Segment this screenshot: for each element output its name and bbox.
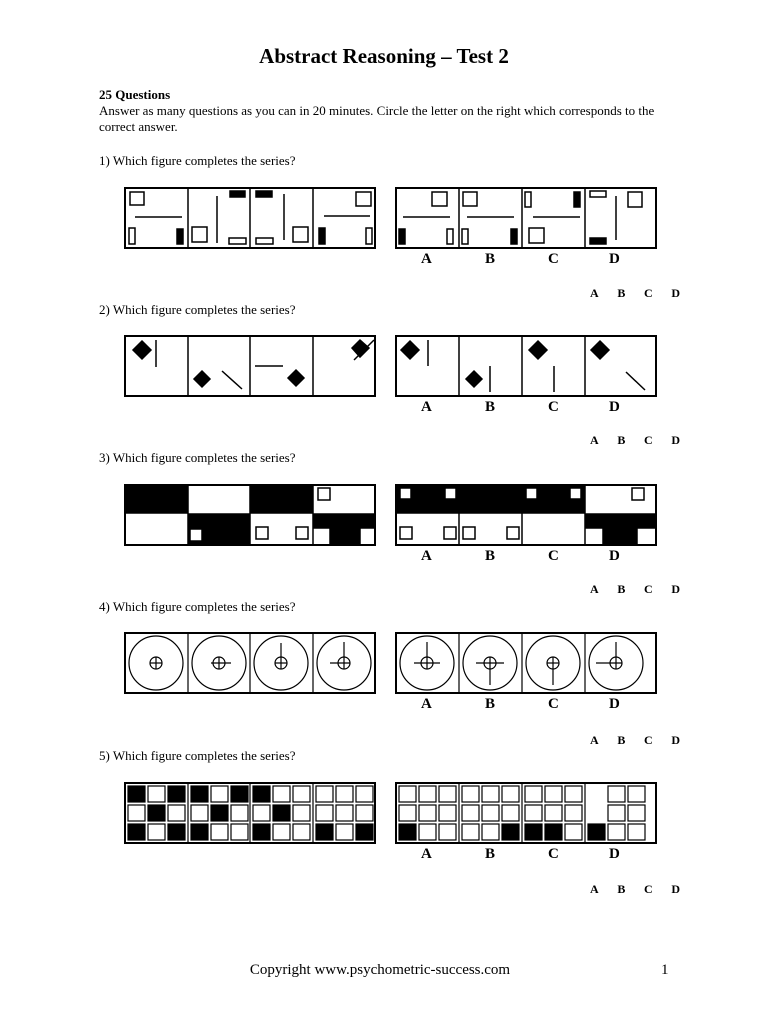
q4-label-b: B [485, 696, 496, 712]
question-5-prompt: 5) Which figure completes the series? [99, 748, 296, 763]
q2-label-b: B [485, 399, 496, 415]
choice-a[interactable]: A [590, 733, 599, 747]
choice-b[interactable]: B [617, 733, 626, 747]
question-1-prompt: 1) Which figure completes the series? [99, 153, 296, 168]
q2-options [396, 336, 656, 396]
choice-c[interactable]: C [644, 433, 653, 447]
question-3-choices [590, 582, 680, 597]
q3-label-c: C [548, 548, 559, 564]
q1-option-labels [421, 251, 620, 267]
q3-label-d: D [609, 548, 620, 564]
question-5-choices [590, 882, 680, 897]
q3-options [396, 485, 656, 545]
q1-series [125, 188, 375, 248]
choice-a[interactable]: A [590, 582, 599, 596]
choice-d[interactable]: D [671, 582, 680, 596]
q1-label-c: C [548, 251, 559, 267]
q2-label-d: D [609, 399, 620, 415]
question-1-choices [590, 286, 680, 301]
choice-c[interactable]: C [644, 882, 653, 896]
choice-a[interactable]: A [590, 286, 599, 300]
question-2-prompt: 2) Which figure completes the series? [99, 302, 296, 317]
choice-a[interactable]: A [590, 433, 599, 447]
q1-options [396, 188, 656, 248]
question-2-choices [590, 433, 680, 448]
q3-series [125, 485, 375, 545]
copyright-footer: Copyright www.psychometric-success.com [249, 962, 511, 978]
q2-label-c: C [548, 399, 559, 415]
q2-label-a: A [421, 399, 432, 415]
q1-label-a: A [421, 251, 432, 267]
q5-series [125, 783, 375, 843]
choice-d[interactable]: D [671, 882, 680, 896]
q3-label-a: A [421, 548, 432, 564]
choice-a[interactable]: A [590, 882, 599, 896]
q1-label-d: D [609, 251, 620, 267]
q2-series [125, 336, 375, 396]
page-title: Abstract Reasoning – Test 2 [259, 44, 509, 68]
choice-c[interactable]: C [644, 733, 653, 747]
choice-c[interactable]: C [644, 286, 653, 300]
q4-option-labels [421, 696, 620, 712]
q1-label-b: B [485, 251, 496, 267]
choice-d[interactable]: D [671, 733, 680, 747]
q4-options [396, 633, 656, 693]
choice-c[interactable]: C [644, 582, 653, 596]
q5-options [396, 783, 656, 843]
instructions: Answer as many questions as you can in 20 minutes. Circle the letter on the right which corresponds to the correct answer. [99, 103, 655, 134]
question-4-choices [590, 733, 680, 748]
q5-label-b: B [485, 846, 496, 862]
question-3-prompt: 3) Which figure completes the series? [99, 450, 296, 465]
q4-label-c: C [548, 696, 559, 712]
question-count: 25 Questions [99, 87, 171, 102]
choice-d[interactable]: D [671, 433, 680, 447]
q5-label-a: A [421, 846, 432, 862]
q5-option-labels [421, 846, 620, 862]
page-number: 1 [661, 962, 669, 978]
q4-label-d: D [609, 696, 620, 712]
choice-b[interactable]: B [617, 286, 626, 300]
question-4-prompt: 4) Which figure completes the series? [99, 599, 296, 614]
choice-d[interactable]: D [671, 286, 680, 300]
choice-b[interactable]: B [617, 882, 626, 896]
q4-label-a: A [421, 696, 432, 712]
q5-label-d: D [609, 846, 620, 862]
q4-series [125, 633, 375, 693]
q3-label-b: B [485, 548, 496, 564]
q2-option-labels [421, 399, 620, 415]
q5-label-c: C [548, 846, 559, 862]
choice-b[interactable]: B [617, 433, 626, 447]
q3-option-labels [421, 548, 620, 564]
choice-b[interactable]: B [617, 582, 626, 596]
